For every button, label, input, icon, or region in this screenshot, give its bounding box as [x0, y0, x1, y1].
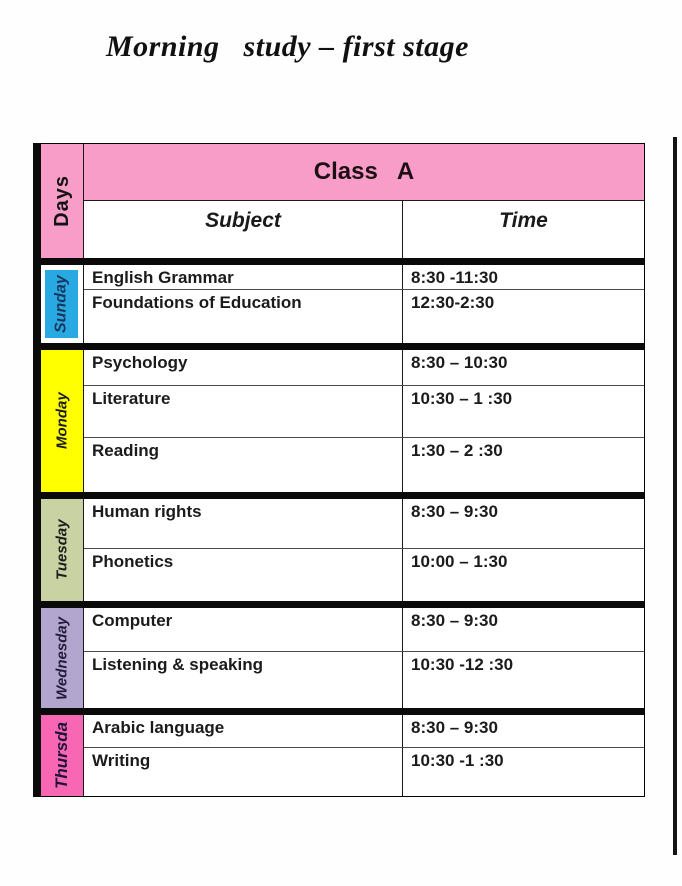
time-cell: 8:30 – 10:30	[411, 353, 508, 372]
table-body	[41, 143, 645, 797]
subject-cell: Phonetics	[84, 549, 403, 601]
table-row	[84, 386, 644, 438]
time-cell: 1:30 – 2 :30	[411, 441, 503, 460]
day-group-thursday	[41, 715, 644, 796]
table-row	[84, 499, 644, 549]
day-group-tuesday	[41, 499, 644, 601]
time-cell: 10:30 -1 :30	[411, 751, 504, 770]
day-cell-wednesday	[41, 608, 84, 708]
time-cell: 10:00 – 1:30	[411, 552, 508, 571]
table-row	[84, 652, 644, 708]
time-cell: 8:30 – 9:30	[411, 502, 498, 521]
subject-cell: Arabic language	[84, 715, 403, 747]
day-group-sunday	[41, 265, 644, 343]
subject-cell: Literature	[84, 386, 403, 437]
table-row	[84, 438, 644, 492]
table-row	[84, 748, 644, 796]
day-cell-sunday	[41, 265, 84, 343]
subject-cell: Foundations of Education	[84, 290, 403, 343]
subject-cell: Psychology	[84, 350, 403, 385]
day-label-wednesday: Wednesday	[41, 608, 83, 708]
subject-cell: Listening & speaking	[84, 652, 403, 708]
table-row	[84, 549, 644, 601]
subject-cell: Reading	[84, 438, 403, 492]
table-row	[84, 608, 644, 652]
column-header-time: Time	[499, 209, 548, 232]
table-row	[84, 265, 644, 290]
day-cell-monday	[41, 350, 84, 492]
subject-cell: Human rights	[84, 499, 403, 548]
table-row	[84, 350, 644, 386]
group-separator	[41, 492, 644, 499]
time-cell: 8:30 – 9:30	[411, 718, 498, 737]
days-column-header-cell	[41, 144, 84, 258]
day-group-monday	[41, 350, 644, 492]
day-label-sunday: Sunday	[45, 270, 78, 338]
day-label-tuesday: Tuesday	[41, 499, 83, 601]
day-cell-tuesday	[41, 499, 84, 601]
day-label-thursday: Thursda	[41, 715, 83, 796]
time-cell: 10:30 -12 :30	[411, 655, 514, 674]
table-header-zone	[41, 144, 644, 265]
schedule-table	[33, 143, 645, 797]
day-cell-thursday	[41, 715, 84, 796]
column-headers-row	[84, 201, 644, 258]
column-header-subject: Subject	[84, 201, 403, 258]
group-separator	[41, 343, 644, 350]
day-label-monday: Monday	[41, 350, 83, 492]
table-row	[84, 290, 644, 343]
time-cell: 12:30-2:30	[411, 293, 495, 312]
class-header: Class A	[84, 144, 644, 201]
subject-cell: Writing	[84, 748, 403, 796]
day-group-wednesday	[41, 608, 644, 708]
table-row	[84, 715, 644, 748]
time-cell: 8:30 – 9:30	[411, 611, 498, 630]
page-title: Morning study – first stage	[106, 30, 469, 63]
days-column-header-label: Days	[50, 175, 73, 227]
scan-artifact-line	[673, 137, 677, 855]
time-cell: 8:30 -11:30	[411, 268, 498, 287]
time-cell: 10:30 – 1 :30	[411, 389, 513, 408]
group-separator	[41, 601, 644, 608]
header-right	[84, 144, 644, 258]
group-separator	[41, 708, 644, 715]
subject-cell: Computer	[84, 608, 403, 651]
table-left-accent-bar	[33, 143, 41, 797]
subject-cell: English Grammar	[84, 265, 403, 289]
